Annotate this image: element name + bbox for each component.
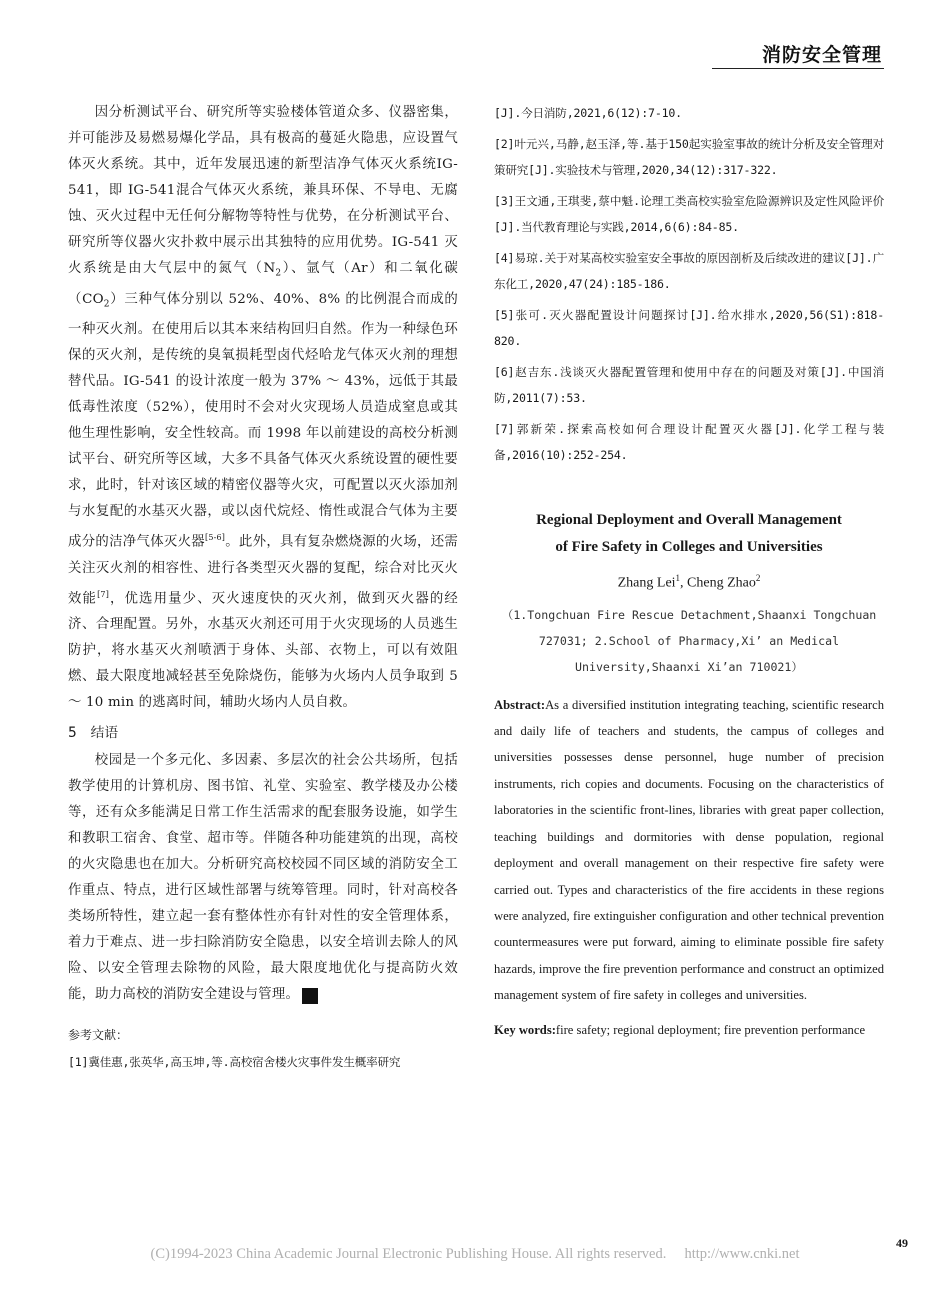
author-2: Cheng Zhao <box>687 575 756 591</box>
reference-item-1: [1]冀佳惠,张英华,高玉坤,等.高校宿舍楼火灾事件发生概率研究 <box>68 1055 401 1070</box>
english-abstract <box>494 692 884 1009</box>
reference-item-2: [2]叶元兴,马静,赵玉泽,等.基于150起实验室事故的统计分析及安全管理对策研究[J].实验技术与管理,2020,34(12):317-322. <box>494 137 884 177</box>
author-1-affil-mark: 1 <box>675 573 681 583</box>
co2-subscript: 2 <box>103 299 110 310</box>
reference-item-4: [4]易琼.关于对某高校实验室安全事故的原因剖析及后续改进的建议[J].广东化工,2020,47(24):185-186. <box>494 251 884 291</box>
abstract-text: As a diversified institution integrating teaching, scientific research and daily life of teachers and students, the campus of colleges and universities possesses dense personnel, huge number of precision instruments, rich copies and documents. Focusing on the characteristics of laboratories in the scientific front-lines, libraries with great paper collection, teaching buildings and dormitories with dense population, regional deployment and overall management on their respective fire safety were carried out. Types and characteristics of the fire accidents in these regions were analyzed, fire extinguisher configuration and other technical prevention countermeasures were put forward, aiming to eliminate possible fire safety hazards, improve the fire prevention performance and construct an optimized management system of fire safety in colleges and universities. <box>494 697 884 1003</box>
english-title-line-1: Regional Deployment and Overall Management <box>536 512 842 528</box>
reference-item-1-continued: [J].今日消防,2021,6(12):7-10. <box>494 106 682 120</box>
copyright-footer: (C)1994-2023 China Academic Journal Electronic Publishing House. All rights reserved. http://www.cnki.net <box>150 1246 800 1262</box>
reference-item-5: [5]张可.灭火器配置设计问题探讨[J].给水排水,2020,56(S1):818-820. <box>494 308 884 348</box>
para2-text: 校园是一个多元化、多因素、多层次的社会公共场所，包括教学使用的计算机房、图书馆、礼堂、实验室、教学楼及办公楼等，还有众多能满足日常工作生活需求的配套服务设施，如学生和教职工宿舍、食堂、超市等。伴随各种功能建筑的出现，高校的火灾隐患也在加大。分析研究高校校园不同区域的消防安全工作重点、特点，进行区域性部署与统筹管理。同时，针对高校各类场所特性，建立起一套有整体性亦有针对性的安全管理体系，着力于难点、进一步扫除消防安全隐患，以安全培训去除人的风险、以安全管理去除物的风险，最大限度地优化与提高防火效能，助力高校的消防安全建设与管理。 <box>68 753 458 1003</box>
reference-list <box>494 100 884 468</box>
english-affiliation: （1.Tongchuan Fire Rescue Detachment,Shaanxi Tongchuan 727031; 2.School of Pharmacy,Xi’ an Medical University,Shaanxi Xi’an 710021） <box>501 607 877 674</box>
author-separator: , <box>680 575 688 591</box>
reference-item-7: [7]郭新荣.探索高校如何合理设计配置灭火器[J].化学工程与装备,2016(10):252-254. <box>494 422 884 462</box>
running-header-title: 消防安全管理 <box>761 44 882 66</box>
n2-subscript: 2 <box>275 268 282 279</box>
references-title: 参考文献： <box>68 1028 129 1043</box>
reference-item-3: [3]王文通,王琪斐,蔡中魁.论理工类高校实验室危险源辨识及定性风险评价[J].当代教育理论与实践,2014,6(6):84-85. <box>494 194 884 234</box>
spacer <box>494 473 884 507</box>
citation-5-6[interactable]: [5-6] <box>205 533 226 543</box>
english-title-line-2: of Fire Safety in Colleges and Universities <box>555 539 823 555</box>
left-column <box>68 100 458 1079</box>
author-2-affil-mark: 2 <box>755 573 761 583</box>
end-mark-icon: G <box>302 988 318 1004</box>
abstract-label: Abstract: <box>494 697 546 712</box>
citation-7[interactable]: [7] <box>97 589 110 599</box>
para1-text-a: 因分析测试平台、研究所等实验楼体管道众多、仪器密集，并可能涉及易燃易爆化学品，具有极高的蔓延火隐患，应设置气体灭火系统。其中，近年发展迅速的新型洁净气体灭火系统IG-541，即 IG-541混合气体灭火系统，兼具环保、不导电、无腐蚀、灭火过程中无任何分解物等特性与优势，在分析测试平台、研究所等仪器火灾扑救中展示出其独特的应用优势。IG-541 灭火系统是由大气层中的氮气（N <box>68 105 458 276</box>
body-paragraph-conclusion <box>68 748 458 1008</box>
para1-text-c: ）三种气体分别以 52%、40%、8% 的比例混合而成的一种灭火剂。在使用后以其本来结构回归自然。作为一种绿色环保的灭火剂，是传统的臭氧损耗型卤代烃哈龙气体灭火剂的理想替代品。IG-541 的设计浓度一般为 37% ～ 43%，远低于其最低毒性浓度（52%），使用时不会对火灾现场人员造成窒息或其他生理性影响，安全性较高。而 1998 年以前建设的高校分析测试平台、研究所等区域，大多不具备气体灭火系统设置的硬性要求，此时，针对该区域的精密仪器等火灾，可配置以灭火添加剂与水复配的水基灭火器，或以卤代烷烃、惰性或混合气体为主要成分的洁净气体灭火器 <box>68 291 458 550</box>
header-rule <box>712 68 884 69</box>
keywords-text: fire safety; regional deployment; fire prevention performance <box>555 1022 866 1037</box>
right-column <box>494 100 884 1043</box>
body-paragraph-gas-extinguishing <box>68 100 458 716</box>
english-keywords <box>494 1017 884 1043</box>
english-authors <box>494 573 884 592</box>
para1-text-d: 。此外，具有复杂燃烧源的火场，还需关注灭火剂的相容性、进行各类型灭火器的复配，综合对比灭火效能 <box>68 534 459 607</box>
author-1: Zhang Lei <box>617 575 676 591</box>
para1-text-b: ）、氩气（Ar）和二氧化碳（CO <box>68 261 458 307</box>
para1-text-e: ，优选用量少、灭火速度快的灭火剂，做到灭火器的经济、合理配置。另外，水基灭火剂还可用于火灾现场的人员逃生防护，将水基灭火剂喷洒于身体、头部、衣物上，可以有效阻燃、最大限度地减轻甚至免除烧伤，能够为火场内人员争取到 5 ～ 10 min 的逃离时间，辅助火场内人员自救。 <box>68 591 458 711</box>
page-number: 49 <box>896 1236 908 1250</box>
reference-item-6: [6]赵吉东.浅谈灭火器配置管理和使用中存在的问题及对策[J].中国消防,2011(7):53. <box>494 365 884 405</box>
keywords-label: Key words: <box>494 1022 556 1037</box>
section-heading-conclusion: 5 结语 <box>68 725 119 742</box>
